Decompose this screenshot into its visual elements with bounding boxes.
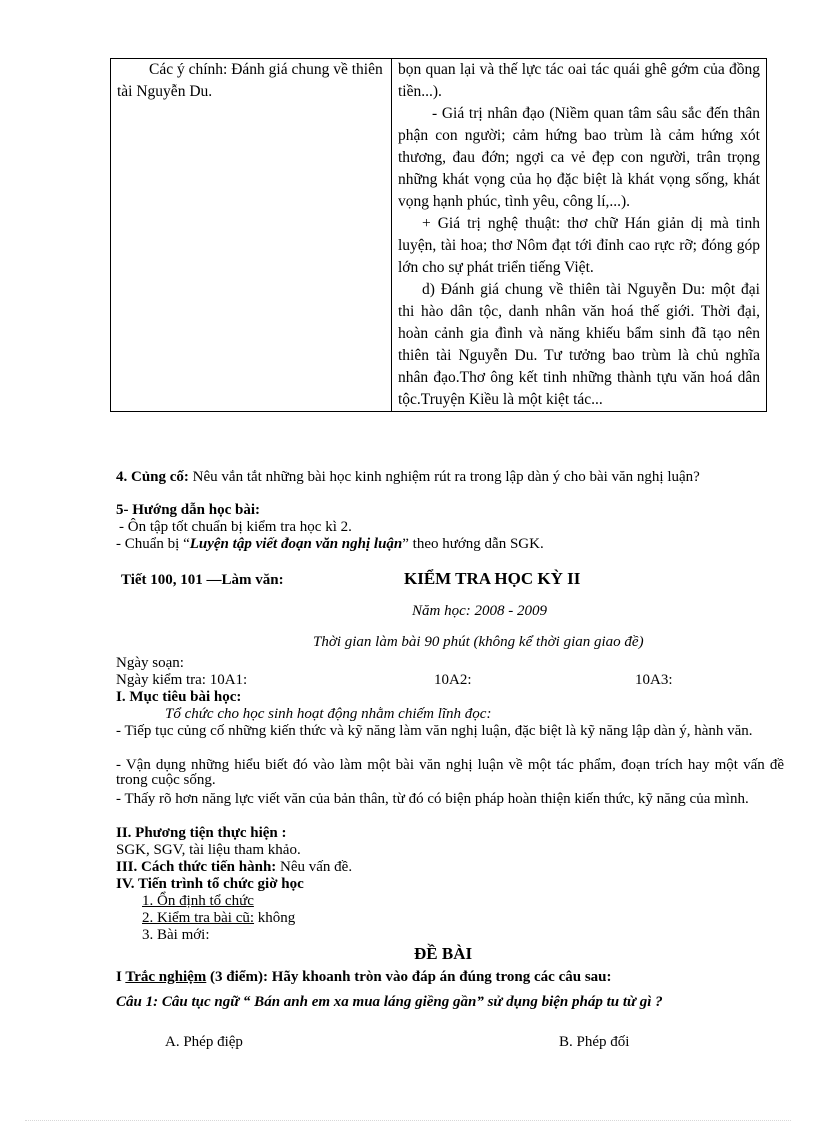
left-cell-text: Các ý chính: Đánh giá chung về thiên tài Nguyễn Du.: [117, 61, 383, 100]
content-table: [110, 58, 767, 412]
ngay-kiem-tra: Ngày kiểm tra: 10A1:: [116, 672, 248, 688]
cung-co-text: Nêu vắn tắt những bài học kinh nghiệm rút ra trong lập dàn ý cho bài văn nghị luận?: [192, 469, 700, 485]
muc-tieu-item: - Tiếp tục củng cố những kiến thức và kỹ năng làm văn nghị luận, đặc biệt là kỹ năng lập dàn ý, hành văn.: [116, 723, 753, 739]
right-paragraph: bọn quan lại và thế lực tác oai tác quái ghê gớm của đồng tiền...).: [398, 61, 760, 100]
page-bottom-divider: [25, 1120, 791, 1121]
table-left-cell: [111, 59, 392, 412]
class-10a3: 10A3:: [635, 672, 673, 688]
muc-tieu-item: - Vận dụng những hiểu biết đó vào làm một bài văn nghị luận về một tác phẩm, đoạn trích hay một vấn đề trong cuộc sống.: [116, 757, 784, 788]
tien-trinh-item1: 1. Ổn định tổ chức: [142, 893, 254, 909]
muc-tieu-heading: I. Mục tiêu bài học:: [116, 689, 242, 705]
tien-trinh-item2: [142, 911, 295, 926]
trac-nghiem-rest: (3 điểm): Hãy khoanh tròn vào đáp án đúng trong các câu sau:: [206, 969, 612, 985]
cung-co-line: [116, 470, 784, 485]
table-right-cell: [392, 59, 767, 412]
right-paragraph: - Giá trị nhân đạo (Niềm quan tâm sâu sắc đến thân phận con người; cảm hứng bao trùm là cảm hứng xót thương, đau đớn; ngợi ca vẻ đẹp con người, trân trọng những khát vọng của họ đặc biệt là khát vọng sống, khát vọng hạnh phúc, tình yêu, công lí,...).: [398, 105, 760, 210]
cach-thuc-heading: III. Cách thức tiến hành:: [116, 859, 277, 875]
right-paragraph: + Giá trị nghệ thuật: thơ chữ Hán giản dị mà tinh luyện, tài hoa; thơ Nôm đạt tới đỉnh cao rực rỡ; đóng góp lớn cho sự phát triển tiếng Việt.: [398, 215, 760, 276]
exam-duration: Thời gian làm bài 90 phút (không kể thời gian giao đề): [313, 634, 644, 650]
muc-tieu-subheading: Tổ chức cho học sinh hoạt động nhằm chiếm lĩnh đọc:: [165, 706, 492, 722]
phuong-tien-text: SGK, SGV, tài liệu tham khảo.: [116, 842, 301, 858]
ngay-soan: Ngày soạn:: [116, 655, 184, 671]
school-year: Năm học: 2008 - 2009: [412, 603, 547, 619]
question-1: Câu 1: Câu tục ngữ “ Bán anh em xa mua láng giềng gần” sử dụng biện pháp tu từ gì ?: [116, 994, 663, 1010]
right-paragraph: d) Đánh giá chung về thiên tài Nguyễn Du: một đại thi hào dân tộc, danh nhân văn hoá thế giới. Thời đại, hoàn cảnh gia đình và năng khiếu bẩm sinh đã tạo nên thiên tài Nguyễn Du. Tư tưởng bao trùm là chủ nghĩa nhân đạo.Thơ ông kết tinh những thành tựu văn hoá dân tộc.Truyện Kiều là một kiệt tác...: [398, 281, 760, 408]
huong-dan-heading: 5- Hướng dẫn học bài:: [116, 502, 261, 518]
muc-tieu-item: - Thấy rõ hơn năng lực viết văn của bản thân, từ đó có biện pháp hoàn thiện kiến thức, kỹ năng của mình.: [116, 791, 749, 807]
tiet-label: Tiết 100, 101 —Làm văn:: [121, 572, 284, 588]
table-row: [111, 59, 767, 412]
cach-thuc-text: Nêu vấn đề.: [280, 859, 353, 875]
de-bai-title: ĐỀ BÀI: [414, 944, 473, 963]
tien-trinh-item2-label: 2. Kiểm tra bài cũ:: [142, 910, 255, 926]
cung-co-label: 4. Củng cố:: [116, 469, 189, 485]
tien-trinh-item3: 3. Bài mới:: [142, 927, 210, 943]
phuong-tien-heading: II. Phương tiện thực hiện :: [116, 825, 287, 841]
tien-trinh-item2-value: không: [257, 910, 296, 926]
trac-nghiem-line: [116, 970, 612, 985]
huong-dan-line1: - Ôn tập tốt chuẩn bị kiểm tra học kì 2.: [119, 519, 352, 535]
exam-title: KIỂM TRA HỌC KỲ II: [404, 569, 581, 588]
huong-dan-line2-suffix: ” theo hướng dẫn SGK.: [402, 536, 544, 552]
huong-dan-line2-italic: Luyện tập viết đoạn văn nghị luận: [189, 536, 403, 552]
trac-nghiem-prefix: I: [116, 969, 126, 985]
option-a: A. Phép điệp: [165, 1034, 243, 1050]
huong-dan-line2: [116, 537, 544, 552]
tien-trinh-heading: IV. Tiến trình tổ chức giờ học: [116, 876, 304, 892]
option-b: B. Phép đối: [559, 1034, 630, 1050]
cach-thuc-line: [116, 860, 352, 875]
trac-nghiem-label: Trắc nghiệm: [125, 969, 207, 985]
class-10a2: 10A2:: [434, 672, 472, 688]
huong-dan-line2-prefix: - Chuẩn bị “: [116, 536, 190, 552]
